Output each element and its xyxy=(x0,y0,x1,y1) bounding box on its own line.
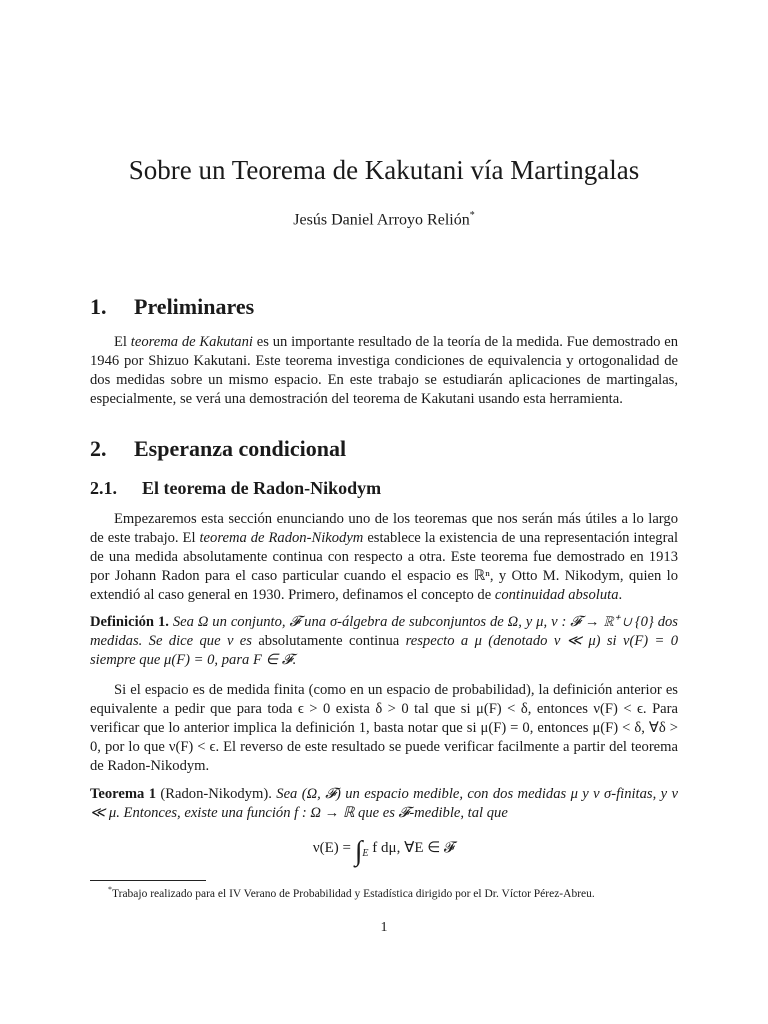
integral-sign: ∫ xyxy=(354,836,363,867)
section-number: 2. xyxy=(90,436,107,461)
section-number: 1. xyxy=(90,294,107,319)
author-line xyxy=(0,210,768,229)
definition-label: Definición 1. xyxy=(90,614,169,630)
theorem-text: Sea (Ω, 𝓕) un espacio medible, con dos medidas μ y ν σ-finitas, y ν ≪ μ. Entonces, existe una función f : Ω → ℝ que es 𝓕-medible, tal que xyxy=(90,786,678,821)
defined-term: absolutamente continua xyxy=(258,633,400,649)
footnote xyxy=(90,883,710,901)
subsection-title: El teorema de Radon-Nikodym xyxy=(142,478,382,498)
paragraph-radon-nikodym-intro xyxy=(90,510,678,605)
equation-rhs: f dμ, ∀E ∈ 𝓕 xyxy=(368,840,456,856)
paragraph-finite-measure: Si el espacio es de medida finita (como en un espacio de probabilidad), la definición anterior es equivalente a pedir que para toda ϵ > 0 exista δ > 0 tal que si μ(F) < δ, entonces ν(F) < ϵ. Para verificar que lo anterior implica la definición 1, basta notar que si μ(F) = 0, entonces μ(F) < δ, ∀δ > 0, por lo que ν(F) < ϵ. El reverso de este resultado se puede verificar facilmente a partir del teorema de Radon-Nikodym. xyxy=(90,682,678,774)
text-run: es un importante resultado de la teoría de la medida. Fue demostrado en 1946 por Shizuo Kakutani. Este teorema investiga condiciones de equivalencia y ortogonalidad de dos medidas sobre un mismo espacio. En este trabajo se estudiarán aplicaciones de martingalas, especialmente, se verá una demostración del teorema de Kakutani usando esta herramienta. xyxy=(90,334,679,407)
section-heading-preliminares xyxy=(90,294,254,320)
definition-1 xyxy=(90,613,678,670)
text-run: establece la existencia de una representación integral de una medida absolutamente continua con respecto a otra. Este teorema fue demostrado en 1913 por Johann Radon para el caso particular cuando el espacio es ℝⁿ, y Otto M. Nikodym, quien lo extendió al caso general en 1930. Primero, definamos el concepto de xyxy=(90,530,678,603)
section-heading-esperanza xyxy=(90,436,346,462)
footnote-mark: * xyxy=(108,885,112,894)
text-run: El xyxy=(114,334,131,350)
paper-title: Sobre un Teorema de Kakutani vía Martingalas xyxy=(128,155,640,185)
subsection-number: 2.1. xyxy=(90,478,117,498)
author-footnote-mark: * xyxy=(469,210,475,221)
footnote-text: Trabajo realizado para el IV Verano de Probabilidad y Estadística dirigido por el Dr. Víctor Pérez-Abreu. xyxy=(112,887,595,900)
text-run: Empezaremos esta sección enunciando uno de los teoremas que nos serán más útiles a lo largo de este trabajo. El xyxy=(90,511,678,546)
theorem-1 xyxy=(90,785,678,823)
subsection-heading-radon-nikodym xyxy=(90,478,381,499)
emphasis-text: continuidad absoluta xyxy=(494,587,619,603)
section-title: Preliminares xyxy=(134,294,255,319)
integral-domain: E xyxy=(362,848,369,859)
theorem-label: Teorema 1 xyxy=(90,786,157,802)
equation-radon-nikodym xyxy=(0,836,768,868)
author-name: Jesús Daniel Arroyo Relión xyxy=(293,211,470,229)
definition-text: respecto a μ (denotado ν ≪ μ) si ν(F) = 0 siempre que μ(F) = 0, para F ∈ 𝓕. xyxy=(90,633,678,668)
emphasis-text: teorema de Radon-Nikodym xyxy=(199,530,364,546)
page-number: 1 xyxy=(380,920,388,935)
emphasis-text: teorema de Kakutani xyxy=(130,334,253,350)
text-run: . xyxy=(618,587,623,603)
theorem-name: (Radon-Nikodym). xyxy=(156,786,272,802)
paragraph-intro xyxy=(90,333,678,409)
footnote-rule xyxy=(90,880,206,881)
section-title: Esperanza condicional xyxy=(134,436,347,461)
definition-text: Sea Ω un conjunto, 𝓕 una σ-álgebra de subconjuntos de Ω, y μ, ν : 𝓕 → ℝ⁺ ∪ {0} dos medidas. Se dice que ν es xyxy=(90,614,678,649)
equation-lhs: ν(E) = xyxy=(312,840,355,856)
